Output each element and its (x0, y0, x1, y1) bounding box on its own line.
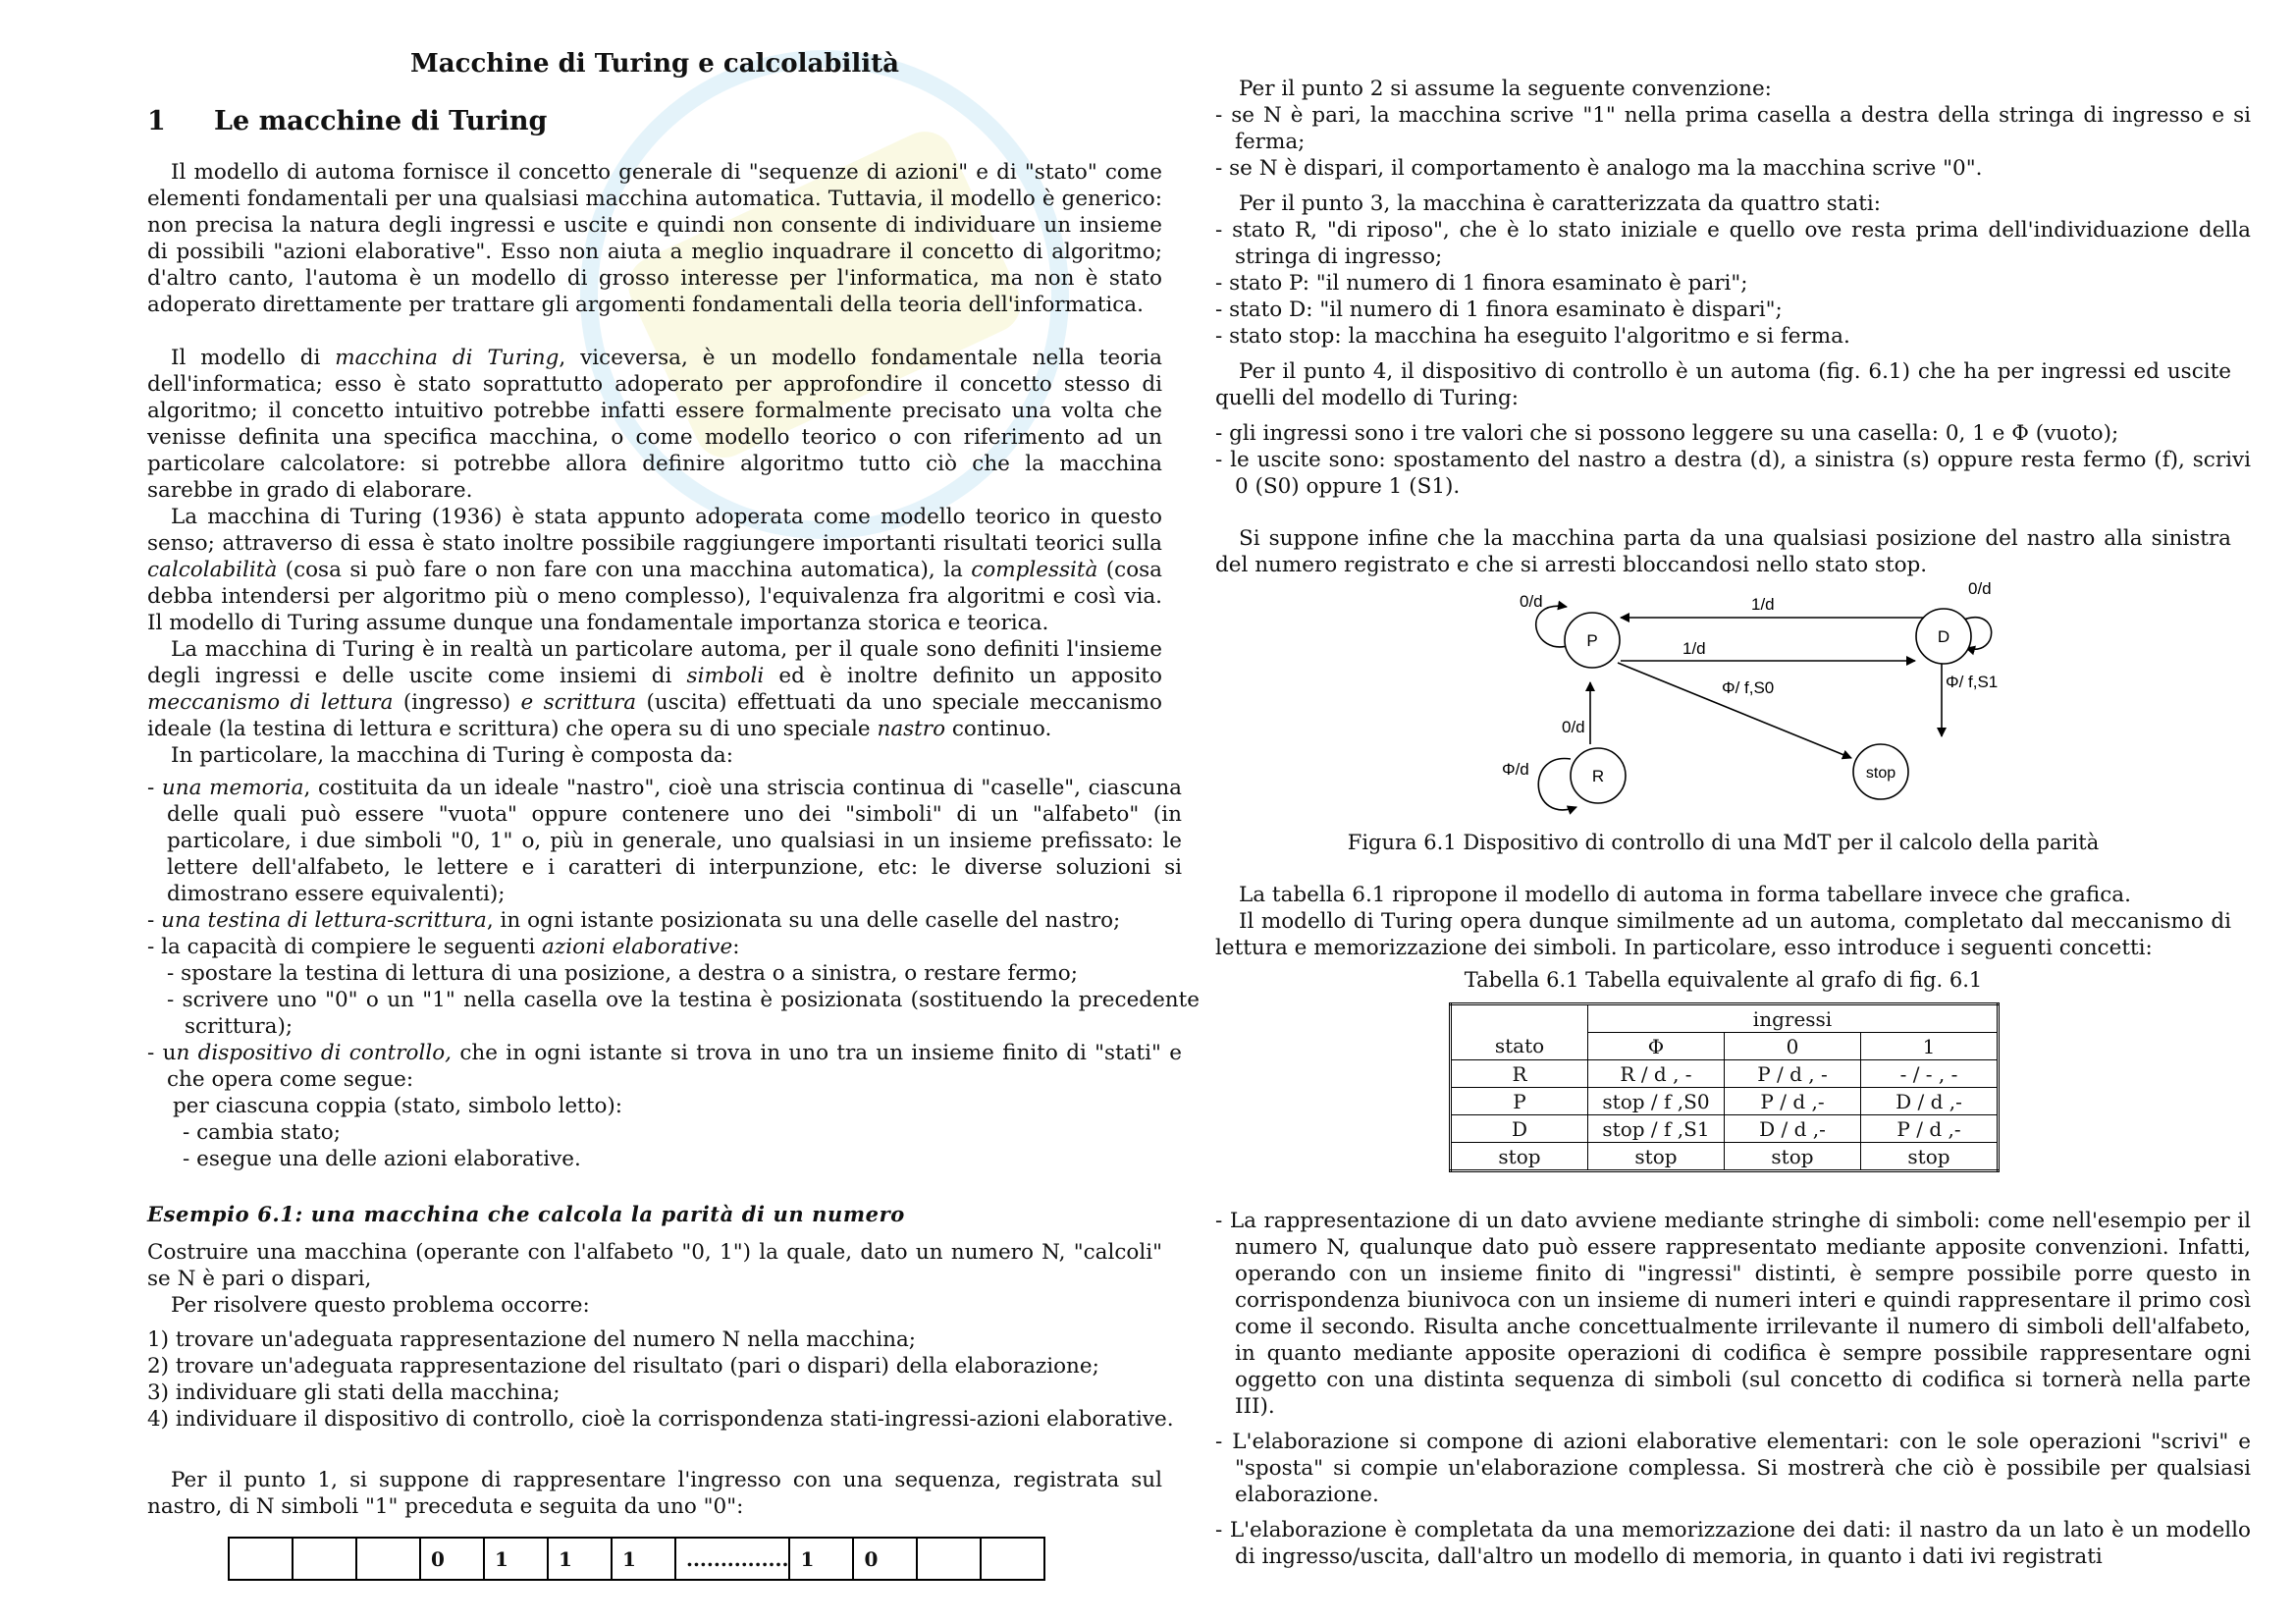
edge-label-p-to-stop: Φ/ f,S0 (1722, 678, 1775, 697)
table-cell: P / d , - (1725, 1060, 1861, 1088)
start-assumption-text: Si suppone infine che la macchina parta da una qualsiasi posizione del nastro alla sinistra del numero registrato e che si arresti bloccandosi nello stato stop. (1215, 526, 2231, 577)
tape-cell (229, 1538, 293, 1580)
self-loop-r (1538, 759, 1576, 810)
tape-cell-ellipsis: ............... (675, 1538, 789, 1580)
tape-cell: 1 (789, 1538, 853, 1580)
table-col-header: 1 (1861, 1033, 1999, 1060)
point-2-odd: - se N è dispari, il comportamento è analogo ma la macchina scrive "0". (1215, 156, 1983, 181)
edge-label-d-to-p: 1/d (1751, 595, 1775, 614)
point-4-intro: Per il punto 4, il dispositivo di controllo è un automa (fig. 6.1) che ha per ingressi ed uscite quelli del modello di Turing: (1215, 359, 2231, 410)
inputs-text: - gli ingressi sono i tre valori che si possono leggere su una casella: 0, 1 e Φ (vuoto); (1215, 421, 2119, 446)
state-p-text: - stato P: "il numero di 1 finora esaminato è pari"; (1215, 271, 1748, 296)
edge-label-d-self: 0/d (1968, 579, 1992, 598)
list-item-actions: - la capacità di compiere le seguenti azioni elaborative: (147, 935, 740, 959)
table-cell-state: D (1451, 1115, 1588, 1143)
table-cell: stop (1725, 1143, 1861, 1171)
sub-item-move: - spostare la testina di lettura di una posizione, a destra o a sinistra, o restare fermo; (167, 961, 1078, 986)
table-row (1451, 1143, 1999, 1171)
state-r-text: - stato R, "di riposo", che è lo stato iniziale e quello ove resta prima dell'individuazione della stringa di ingresso; (1215, 218, 2251, 269)
table-row (1451, 1060, 1999, 1088)
table-cell: stop / f ,S1 (1588, 1115, 1725, 1143)
table-cell-state: P (1451, 1088, 1588, 1115)
table-row (1451, 1088, 1999, 1115)
paragraph-turing-model: Il modello di macchina di Turing, viceversa, è un modello fondamentale nella teoria dell'informatica; esso è stato soprattutto adoperato per approfondire il concetto stesso di algoritmo; il concetto intuitivo potrebbe infatti essere formalmente precisato una volta che venisse definita una specifica macchina, o come modello teorico o con riferimento ad un particolare calcolatore: si potrebbe allora definire algoritmo tutto ciò che la macchina sarebbe in grado di elaborare. (147, 346, 1162, 503)
table-cell: R / d , - (1588, 1060, 1725, 1088)
paragraph-composition: In particolare, la macchina di Turing è composta da: (171, 743, 733, 768)
tape-cell: 0 (420, 1538, 484, 1580)
sub-item-write: - scrivere uno "0" o un "1" nella casella ove la testina è posizionata (sostituendo la precedente scrittura); (167, 988, 1200, 1039)
tape-cell (356, 1538, 420, 1580)
tape-cell: 1 (484, 1538, 548, 1580)
table-col-header: Φ (1588, 1033, 1725, 1060)
step-1: 1) trovare un'adeguata rappresentazione del numero N nella macchina; (147, 1327, 917, 1352)
section-heading: 1 Le macchine di Turing (147, 106, 548, 136)
transition-table (1449, 1002, 2000, 1172)
control-pair-text: per ciascuna coppia (stato, simbolo letto): (173, 1094, 623, 1118)
point-3-intro: Per il punto 3, la macchina è caratterizzata da quattro stati: (1239, 191, 1882, 216)
table-intro-text: La tabella 6.1 ripropone il modello di automa in forma tabellare invece che grafica. (1239, 883, 2131, 907)
figure-caption: Figura 6.1 Dispositivo di controllo di una MdT per il calcolo della parità (1347, 831, 2100, 854)
state-label-d: D (1937, 627, 1950, 646)
step-3: 3) individuare gli stati della macchina; (147, 1380, 561, 1405)
table-corner-cell (1451, 1004, 1588, 1033)
list-item-head: - una testina di lettura-scrittura, in ogni istante posizionata su una delle caselle del nastro; (147, 908, 1121, 933)
edge-p-to-stop (1618, 663, 1851, 758)
example-steps-intro: Per risolvere questo problema occorre: (171, 1293, 590, 1318)
table-cell: P / d ,- (1725, 1088, 1861, 1115)
table-col-header: 0 (1725, 1033, 1861, 1060)
table-cell: stop (1588, 1143, 1725, 1171)
state-label-p: P (1586, 631, 1598, 650)
paragraph-history: La macchina di Turing (1936) è stata appunto adoperata come modello teorico in questo senso; attraverso di essa è stato inoltre possibile raggiungere importanti risultati teorici sulla calcolabilità (cosa si può fare o non fare con una macchina automatica), la complessità (cosa debba intendersi per algoritmo più o meno complesso), l'equivalenza fra algoritmi e così via. Il modello di Turing assume dunque una fondamentale importanza storica e teorica. (147, 505, 1162, 635)
edge-label-p-to-d: 1/d (1682, 639, 1706, 658)
control-change-state: - cambia stato; (183, 1120, 341, 1145)
table-group-header: ingressi (1588, 1004, 1999, 1033)
concepts-intro-text: Il modello di Turing opera dunque similmente ad un automa, completato dal meccanismo di lettura e memorizzazione dei simboli. In particolare, esso introduce i seguenti concetti: (1215, 909, 2231, 960)
tape-cell: 1 (548, 1538, 612, 1580)
list-item-control: - un dispositivo di controllo, che in ogni istante si trova in uno tra un insieme finito di "stati" e che opera come segue: (147, 1041, 1182, 1092)
step-2: 2) trovare un'adeguata rappresentazione del risultato (pari o dispari) della elaborazione; (147, 1354, 1099, 1379)
concept-memorization: - L'elaborazione è completata da una memorizzazione dei dati: il nastro da un lato è un modello di ingresso/uscita, dall'altro un modello di memoria, in quanto i dati ivi registrati (1215, 1518, 2251, 1569)
tape-cell (981, 1538, 1044, 1580)
table-cell: D / d ,- (1725, 1115, 1861, 1143)
table-state-header: stato (1451, 1033, 1588, 1060)
concept-representation: - La rappresentazione di un dato avviene mediante stringhe di simboli: come nell'esempio per il numero N, qualunque dato può essere rappresentato mediante apposite convenzioni. Infatti, operando con un insieme finito di "ingressi" distinti, è sempre possibile porre questo in corrispondenza biunivoca con un insieme di numeri interi e quindi rappresentare il primo così come il secondo. Risulta anche concettualmente irrilevante il numero di simboli dell'alfabeto, in quanto mediante apposite operazioni di codifica è sempre possibile rappresentare ogni oggetto con una distinta sequenza di simboli (sul concetto di codifica si tornerà nella parte III). (1215, 1209, 2251, 1419)
table-cell: P / d ,- (1861, 1115, 1999, 1143)
paragraph-intro: Il modello di automa fornisce il concetto generale di "sequenze di azioni" e di "stato" come elementi fondamentali per una qualsiasi macchina automatica. Tuttavia, il modello è generico: non precisa la natura degli ingressi e uscite e quindi non consente di individuare un insieme di possibili "azioni elaborative". Esso non aiuta a meglio inquadrare il concetto di algoritmo; d'altro canto, l'automa è un modello di grosso interesse per l'informatica, ma non è stato adoperato direttamente per trattare gli argomenti fondamentali della teoria dell'informatica. (147, 160, 1162, 317)
table-cell-state: R (1451, 1060, 1588, 1088)
tape-cell: 0 (853, 1538, 917, 1580)
concept-elaboration: - L'elaborazione si compone di azioni elaborative elementari: con le sole operazioni "scrivi" e "sposta" si compie un'elaborazione complessa. Si mostrerà che ciò è possibile per qualsiasi elaborazione. (1215, 1430, 2251, 1507)
edge-label-r-to-p: 0/d (1562, 718, 1585, 736)
state-diagram (1502, 579, 1999, 825)
list-item-memory: - una memoria, costituita da un ideale "nastro", cioè una striscia continua di "caselle", ciascuna delle quali può essere "vuota" oppure contenere uno dei "simboli" di un "alfabeto" (in particolare, i due simboli "0, 1" o, più in generale, uno qualsiasi in un insieme prefissato: le lettere dell'alfabeto, le lettere e i caratteri di interpunzione, etc: le diverse soluzioni si dimostrano essere equivalenti); (147, 776, 1182, 906)
table-row (1451, 1115, 1999, 1143)
state-stop-text: - stato stop: la macchina ha eseguito l'algoritmo e si ferma. (1215, 324, 1850, 349)
control-execute-action: - esegue una delle azioni elaborative. (183, 1147, 581, 1171)
outputs-text: - le uscite sono: spostamento del nastro a destra (d), a sinistra (s) oppure resta fermo (f), scrivi 0 (S0) oppure 1 (S1). (1215, 448, 2251, 499)
edge-label-d-to-stop: Φ/ f,S1 (1946, 673, 1999, 691)
table-cell: - / - , - (1861, 1060, 1999, 1088)
edge-label-r-self: Φ/d (1502, 760, 1529, 779)
paragraph-automa: La macchina di Turing è in realtà un particolare automa, per il quale sono definiti l'insieme degli ingressi e delle uscite come insiemi di simboli ed è inoltre definito un apposito meccanismo di lettura (ingresso) e scrittura (uscita) effettuati da uno speciale meccanismo ideale (la testina di lettura e scrittura) che opera su di uno speciale nastro continuo. (147, 637, 1162, 741)
table-cell-state: stop (1451, 1143, 1588, 1171)
table-caption: Tabella 6.1 Tabella equivalente al grafo di fig. 6.1 (1464, 968, 1983, 992)
state-label-r: R (1591, 767, 1605, 785)
state-d-text: - stato D: "il numero di 1 finora esaminato è dispari"; (1215, 298, 1783, 322)
point-2-intro: Per il punto 2 si assume la seguente convenzione: (1239, 77, 1772, 101)
table-cell: D / d ,- (1861, 1088, 1999, 1115)
point-2-even: - se N è pari, la macchina scrive "1" nella prima casella a destra della stringa di ingresso e si ferma; (1215, 103, 2251, 154)
tape-cell (917, 1538, 981, 1580)
tape-cell: 1 (612, 1538, 675, 1580)
table-cell: stop / f ,S0 (1588, 1088, 1725, 1115)
tape-cell (293, 1538, 356, 1580)
state-label-stop: stop (1865, 765, 1896, 782)
example-title: Esempio 6.1: una macchina che calcola la parità di un numero (147, 1202, 905, 1226)
table-cell: stop (1861, 1143, 1999, 1171)
edge-label-p-self: 0/d (1520, 592, 1543, 611)
step-4: 4) individuare il dispositivo di controllo, cioè la corrispondenza stati-ingressi-azioni elaborative. (147, 1407, 1174, 1432)
page-title: Macchine di Turing e calcolabilità (410, 49, 899, 79)
point-1-text: Per il punto 1, si suppone di rappresentare l'ingresso con una sequenza, registrata sul nastro, di N simboli "1" preceduta e seguita da uno "0": (147, 1468, 1162, 1519)
tape-diagram (228, 1537, 1045, 1581)
example-statement: Costruire una macchina (operante con l'alfabeto "0, 1") la quale, dato un numero N, "calcoli" se N è pari o dispari, (147, 1240, 1162, 1291)
